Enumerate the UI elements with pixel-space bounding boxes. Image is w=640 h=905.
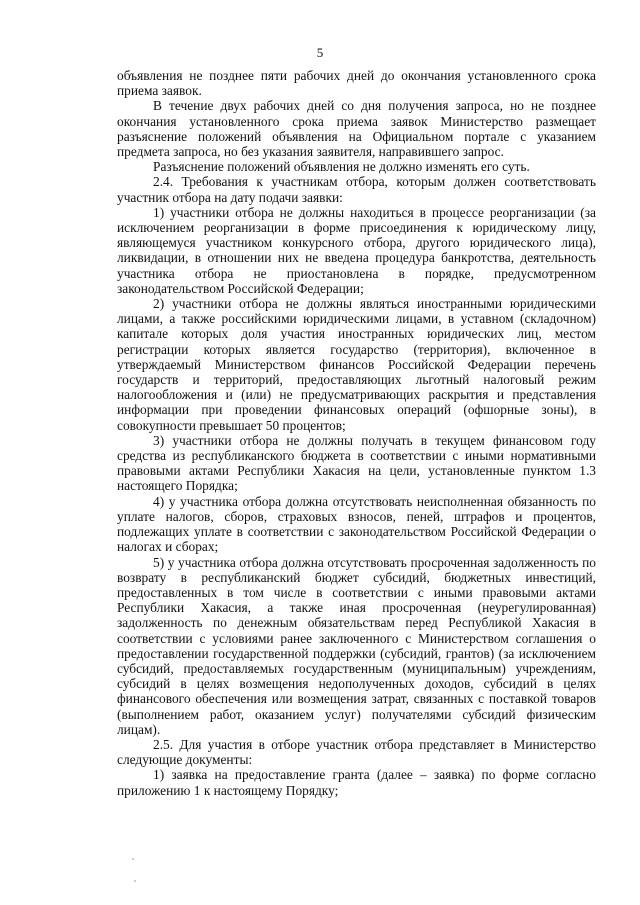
page-number: 5 [316, 45, 324, 60]
paragraph-section-2-5: 2.5. Для участия в отборе участник отбора представляет в Министерство следующие документы: [117, 736, 596, 768]
paragraph-clarification-essence: Разъяснение положений объявления не должно изменять его суть. [153, 159, 530, 175]
paragraph-requirement-2: 2) участники отбора не должны являться иностранными юридическими лицами, а также российскими юридическими лицами, в уставном (складочном) капитале которых доля участия иностранных юридических лиц, местом регистрации которых является государство (территория), включенное в утверждаемый Министерством финансов Российской Федерации перечень государств и территорий, предоставляющих льготный налоговый режим налогообложения и (или) не предусматривающих раскрытия и представления информации при проведении финансовых операций (офшорные зоны), в совокупности превышает 50 процентов; [117, 296, 596, 433]
scan-speck [132, 858, 134, 860]
paragraph-requirement-1: 1) участники отбора не должны находиться в процессе реорганизации (за исключением реорганизации в форме присоединения к юридическому лицу, являющемуся участником конкурсного отбора, другого юридического лица), ликвидации, в отношении них не введена процедура банкротства, деятельность участника отбора не приостановлена в порядке, предусмотренном законодательством Российской Федерации; [117, 204, 596, 296]
paragraph-requirement-4: 4) у участника отбора должна отсутствовать неисполненная обязанность по уплате налогов, сборов, страховых взносов, пеней, штрафов и процентов, подлежащих уплате в соответствии с законодательством Российской Федерации о налогах и сборах; [117, 493, 596, 555]
document-body [117, 68, 596, 798]
paragraph-announcement-deadline: объявления не позднее пяти рабочих дней до окончания установленного срока приема заявок. [117, 68, 596, 99]
paragraph-document-1: 1) заявка на предоставление гранта (далее – заявка) по форме согласно приложению 1 к настоящему Порядку; [117, 767, 596, 798]
paragraph-section-2-4: 2.4. Требования к участникам отбора, которым должен соответствовать участник отбора на дату подачи заявки: [117, 174, 596, 205]
paragraph-requirement-5: 5) у участника отбора должна отсутствовать просроченная задолженность по возврату в республиканский бюджет субсидий, бюджетных инвестиций, предоставленных в том числе в соответствии с иными правовыми актами Республики Хакасия, а также иная просроченная (неурегулированная) задолженность по денежным обязательствам перед Республикой Хакасия в соответствии с условиями ранее заключенного с Министерством соглашения о предоставлении государственной поддержки (субсидий, грантов) (за исключением субсидий, предоставляемых государственным (муниципальным) учреждениям, субсидий в целях возмещения недополученных доходов, субсидий в целях финансового обеспечения или возмещения затрат, связанных с поставкой товаров (выполнением работ, оказанием услуг) получателями субсидий физическим лицам). [117, 554, 596, 737]
paragraph-requirement-3: 3) участники отбора не должны получать в текущем финансовом году средства из республиканского бюджета в соответствии с иными нормативными правовыми актами Республики Хакасия на цели, установленные пунктом 1.3 настоящего Порядка; [117, 432, 596, 494]
paragraph-clarification-publication: В течение двух рабочих дней со дня получения запроса, но не позднее окончания установленного срока приема заявок Министерство размещает разъяснение положений объявления на Официальном портале с указанием предмета запроса, но без указания заявителя, направившего запрос. [117, 98, 596, 160]
scan-speck [134, 880, 136, 882]
